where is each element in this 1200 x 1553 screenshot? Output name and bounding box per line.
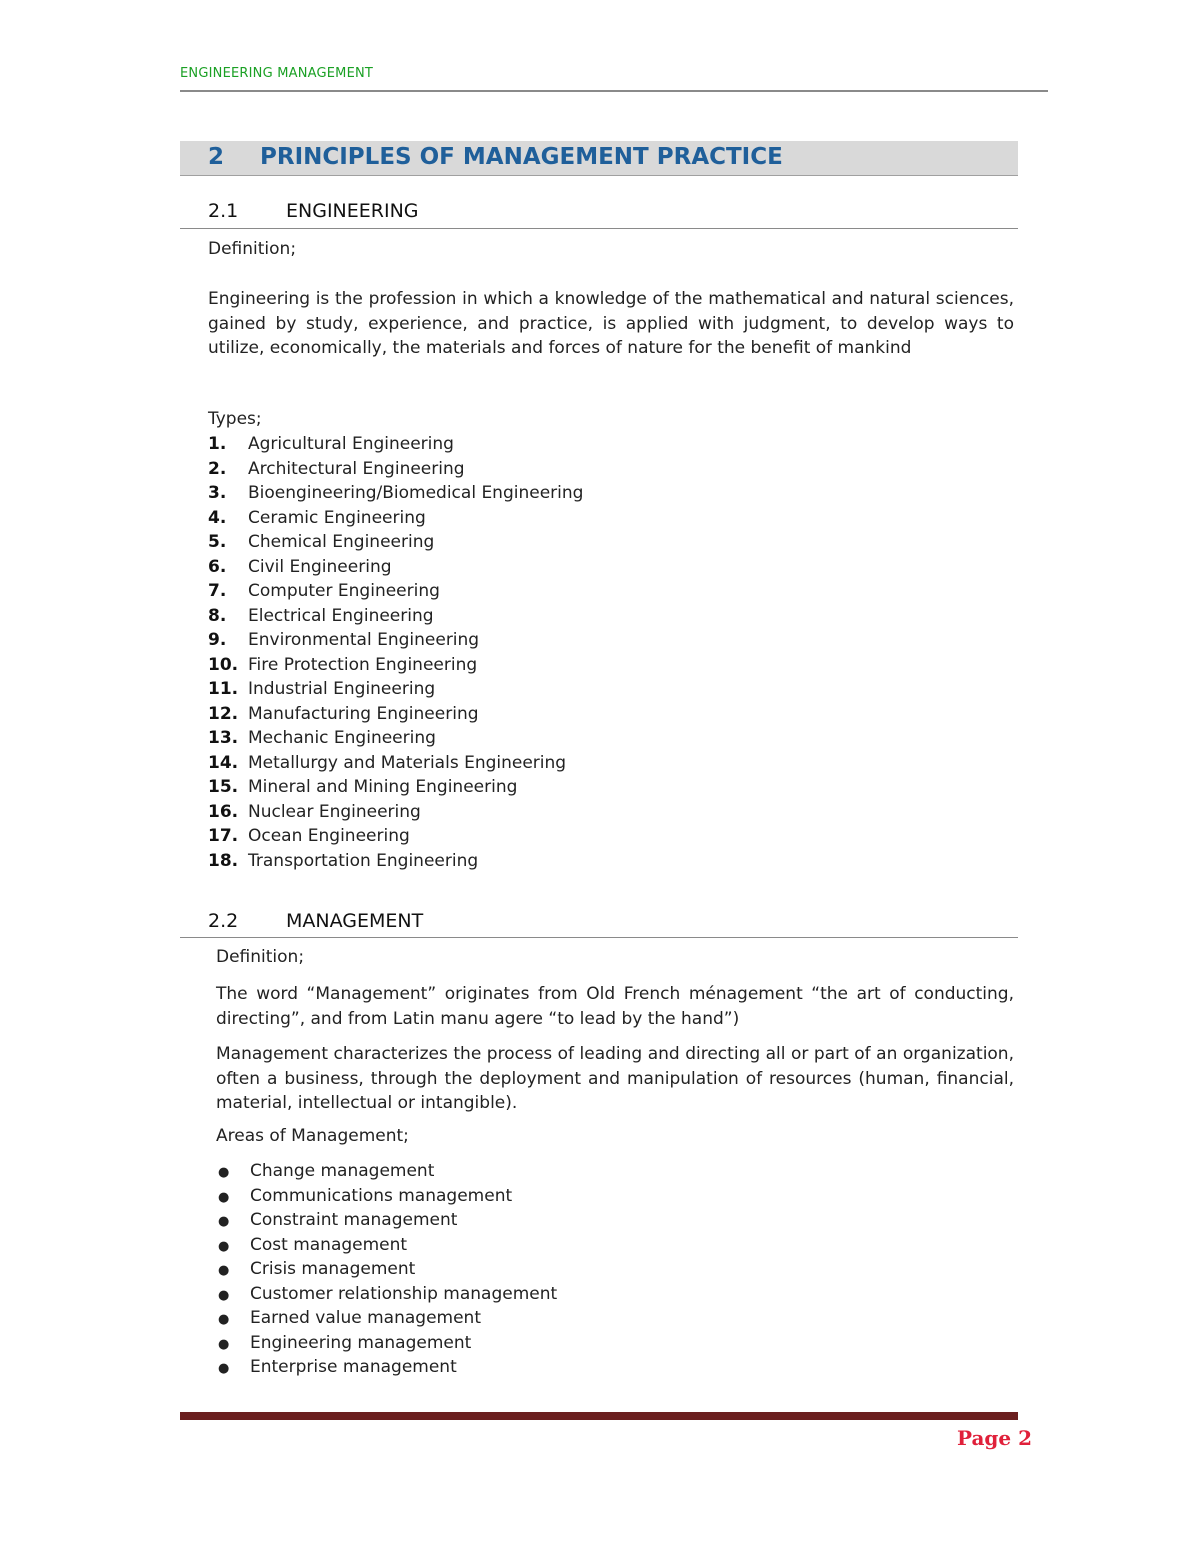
chapter-heading xyxy=(180,141,1018,176)
list-item-label: Communications management xyxy=(250,1185,513,1206)
section-number: 2.1 xyxy=(208,200,239,222)
list-item xyxy=(216,1208,557,1233)
bullet-icon: ● xyxy=(218,1312,230,1327)
list-item-label: Civil Engineering xyxy=(248,556,392,577)
list-item-label: Constraint management xyxy=(250,1210,458,1230)
list-item xyxy=(208,628,583,653)
list-item-label: Customer relationship management xyxy=(250,1283,558,1304)
list-item xyxy=(208,579,583,604)
list-item-label: Electrical Engineering xyxy=(248,605,434,626)
list-item-number: 6. xyxy=(208,556,227,577)
list-item-number: 8. xyxy=(208,605,227,626)
list-item xyxy=(216,1355,557,1380)
management-areas-list xyxy=(216,1159,557,1380)
list-item-label: Mechanic Engineering xyxy=(248,728,436,748)
list-item xyxy=(216,1159,557,1184)
section-number: 2.2 xyxy=(208,910,239,932)
list-item-number: 1. xyxy=(208,434,227,454)
list-item-label: Computer Engineering xyxy=(248,581,440,601)
bullet-icon: ● xyxy=(218,1238,230,1254)
engineering-types-list xyxy=(208,432,583,873)
list-item xyxy=(208,751,583,776)
list-item-label: Industrial Engineering xyxy=(248,679,436,699)
list-item xyxy=(216,1282,557,1307)
list-item xyxy=(208,506,583,531)
section-heading-engineering xyxy=(208,200,419,222)
bullet-icon: ● xyxy=(218,1287,230,1303)
list-item-label: Metallurgy and Materials Engineering xyxy=(248,752,567,773)
list-item-label: Cost management xyxy=(250,1234,408,1255)
list-item-number: 5. xyxy=(208,532,227,552)
list-item xyxy=(208,775,583,800)
list-item xyxy=(208,653,583,678)
list-item-number: 18. xyxy=(208,850,239,871)
list-item xyxy=(208,432,583,457)
definition-label: Definition; xyxy=(208,239,297,259)
list-item xyxy=(216,1306,557,1331)
section-heading-management xyxy=(208,910,423,932)
chapter-number: 2 xyxy=(208,144,225,170)
header-rule xyxy=(180,90,1048,92)
management-description: Management characterizes the process of leading and directing all or part of an organization, often a business, through the deployment and manipulation of resources (human, financial, material, intellectual or intangible). xyxy=(216,1044,1014,1113)
list-item-label: Architectural Engineering xyxy=(248,458,465,479)
list-item xyxy=(208,677,583,702)
list-item xyxy=(216,1257,557,1282)
list-item xyxy=(208,800,583,825)
list-item xyxy=(208,530,583,555)
running-header: ENGINEERING MANAGEMENT xyxy=(180,66,374,81)
list-item-label: Change management xyxy=(250,1161,435,1181)
areas-label: Areas of Management; xyxy=(216,1126,409,1146)
list-item-label: Chemical Engineering xyxy=(248,532,435,552)
bullet-icon: ● xyxy=(218,1336,230,1352)
footer-rule xyxy=(180,1412,1018,1420)
list-item-number: 12. xyxy=(208,703,239,724)
list-item xyxy=(216,1184,557,1209)
list-item-number: 11. xyxy=(208,679,239,699)
list-item xyxy=(208,702,583,727)
bullet-icon: ● xyxy=(218,1214,230,1229)
list-item-label: Nuclear Engineering xyxy=(248,801,421,822)
section-title: MANAGEMENT xyxy=(286,910,424,932)
list-item-label: Fire Protection Engineering xyxy=(248,654,478,675)
list-item-label: Agricultural Engineering xyxy=(248,434,454,454)
definition-label: Definition; xyxy=(216,947,305,967)
list-item-label: Engineering management xyxy=(250,1332,472,1353)
section-title: ENGINEERING xyxy=(286,200,419,222)
list-item-number: 2. xyxy=(208,458,227,479)
list-item-label: Enterprise management xyxy=(250,1357,457,1377)
list-item xyxy=(208,457,583,482)
list-item xyxy=(216,1331,557,1356)
section-rule xyxy=(180,228,1018,229)
list-item xyxy=(208,555,583,580)
list-item-label: Ceramic Engineering xyxy=(248,507,426,528)
list-item-label: Bioengineering/Biomedical Engineering xyxy=(248,483,584,503)
list-item xyxy=(208,604,583,629)
list-item-label: Mineral and Mining Engineering xyxy=(248,777,518,797)
list-item-number: 3. xyxy=(208,483,227,503)
bullet-icon: ● xyxy=(218,1189,230,1205)
list-item xyxy=(208,824,583,849)
section-rule xyxy=(180,937,1018,938)
list-item-number: 13. xyxy=(208,728,239,748)
list-item-label: Transportation Engineering xyxy=(248,850,479,871)
list-item-number: 9. xyxy=(208,630,227,650)
list-item-label: Ocean Engineering xyxy=(248,826,410,846)
list-item xyxy=(208,726,583,751)
list-item-label: Crisis management xyxy=(250,1259,416,1279)
types-label: Types; xyxy=(208,409,262,429)
list-item-number: 4. xyxy=(208,507,227,528)
list-item-number: 10. xyxy=(208,654,239,675)
bullet-icon: ● xyxy=(218,1361,230,1376)
list-item-label: Earned value management xyxy=(250,1308,481,1328)
list-item-number: 17. xyxy=(208,826,239,846)
bullet-icon: ● xyxy=(218,1263,230,1278)
list-item xyxy=(208,849,583,874)
list-item-number: 16. xyxy=(208,801,239,822)
list-item xyxy=(216,1233,557,1258)
page-number: Page 2 xyxy=(956,1426,1032,1450)
list-item-label: Environmental Engineering xyxy=(248,630,480,650)
list-item xyxy=(208,481,583,506)
list-item-number: 14. xyxy=(208,752,239,773)
list-item-number: 15. xyxy=(208,777,239,797)
list-item-label: Manufacturing Engineering xyxy=(248,703,479,724)
list-item-number: 7. xyxy=(208,581,227,601)
chapter-title: PRINCIPLES OF MANAGEMENT PRACTICE xyxy=(260,144,783,170)
management-origin: The word “Management” originates from Old French ménagement “the art of conducting, directing”, and from Latin manu agere “to lead by the hand”) xyxy=(216,984,1014,1029)
engineering-definition: Engineering is the profession in which a knowledge of the mathematical and natural sciences, gained by study, experience, and practice, is applied with judgment, to develop ways to utilize, economically, the materials and forces of nature for the benefit of mankind xyxy=(208,289,1014,358)
bullet-icon: ● xyxy=(218,1165,230,1180)
